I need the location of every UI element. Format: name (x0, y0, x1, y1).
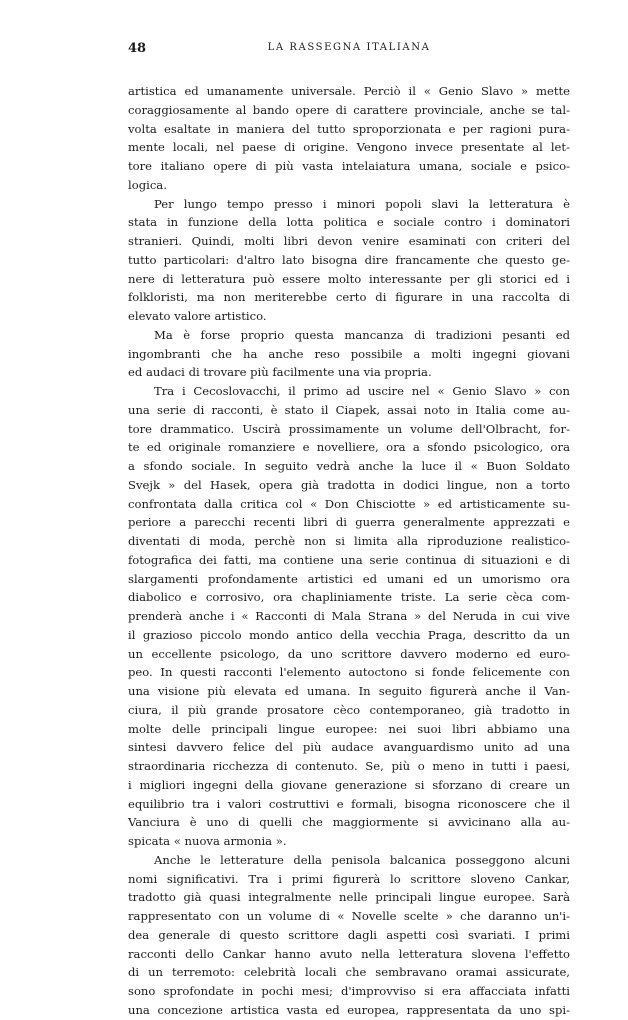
text-line: volta esaltate in maniera del tutto sproporzionata e per ragioni pura- (128, 121, 570, 136)
text-line: nomi significativi. Tra i primi figurerà lo scrittore sloveno Cankar, (128, 871, 570, 886)
text-line: di un terremoto: celebrità locali che sembravano oramai assicurate, (128, 965, 570, 980)
text-line: diventati di moda, perchè non si limita alla riproduzione realistico- (128, 534, 570, 548)
body-text (128, 82, 570, 1020)
text-line: ed audaci di trovare più facilmente una via propria. (128, 365, 432, 380)
text-line: Per lungo tempo presso i minori popoli slavi la letteratura è (154, 196, 570, 211)
text-line: tradotto già quasi integralmente nelle principali lingue europee. Sarà (128, 890, 570, 905)
text-line: slargamenti profondamente artistici ed umani ed un umorismo ora (128, 571, 570, 586)
text-line: elevato valore artistico. (128, 309, 267, 323)
paragraph (128, 851, 570, 1020)
text-line: folkloristi, ma non meriterebbe certo di figurare in una raccolta di (128, 290, 570, 305)
running-header (128, 41, 570, 61)
text-line: stranieri. Quindi, molti libri devon venire esaminati con criteri del (128, 234, 570, 248)
text-line: equilibrio tra i valori costruttivi e formali, bisogna riconoscere che il (128, 796, 570, 811)
text-line: tutto particolari: d'altro lato bisogna dire francamente che questo ge- (128, 252, 570, 267)
text-line: nere di letteratura può essere molto interessante per gli storici ed i (128, 271, 570, 286)
text-line: straordinaria ricchezza di contenuto. Se, più o meno in tutti i paesi, (128, 759, 570, 773)
text-line: Tra i Cecoslovacchi, il primo ad uscire nel « Genio Slavo » con (154, 384, 570, 398)
text-line: racconti dello Cankar hanno avuto nella letteratura slovena l'effetto (128, 946, 570, 961)
text-line: prenderà anche i « Racconti di Mala Strana » del Neruda in cui vive (128, 609, 570, 623)
text-line: logica. (128, 177, 167, 192)
text-line: a sfondo sociale. In seguito vedrà anche la luce il « Buon Soldato (128, 459, 570, 473)
text-line: tore italiano opere di più vasta intelaiatura umana, sociale e psico- (128, 159, 570, 173)
text-line: il grazioso piccolo mondo antico della vecchia Praga, descritto da un (128, 627, 570, 642)
text-line: peo. In questi racconti l'elemento autoctono si fonde felicemente con (128, 665, 570, 680)
text-line: una serie di racconti, è stato il Ciapek, assai noto in Italia come au- (128, 402, 570, 417)
text-line: spicata « nuova armonia ». (128, 834, 287, 848)
text-line: te ed originale romanziere e novelliere, ora a sfondo psicologico, ora (128, 440, 570, 455)
text-line: tore drammatico. Uscirà prossimamente un volume dell'Olbracht, for- (128, 421, 570, 436)
text-line: diabolico e corrosivo, ora chapliniamente triste. La serie cèca com- (128, 590, 570, 605)
text-line: Svejk » del Hasek, opera già tradotta in dodici lingue, non a torto (128, 477, 570, 492)
text-line: ciura, il più grande prosatore cèco contemporaneo, già tradotto in (128, 702, 570, 717)
text-line: artistica ed umanamente universale. Perciò il « Genio Slavo » mette (128, 84, 570, 98)
text-line: un eccellente psicologo, da uno scrittore davvero moderno ed euro- (128, 646, 570, 661)
text-line: rappresentato con un volume di « Novelle scelte » che daranno un'i- (128, 909, 570, 923)
text-line: dea generale di questo scrittore dagli aspetti così svariati. I primi (128, 927, 570, 942)
page-number: 48 (128, 41, 147, 56)
text-line: fotografica dei fatti, ma contiene una serie continua di situazioni e di (128, 552, 570, 567)
text-line: molte delle principali lingue europee: nei suoi libri abbiamo una (128, 721, 570, 736)
text-line: sono sprofondate in pochi mesi; d'improvviso si era affacciata infatti (128, 984, 570, 998)
text-line: mente locali, nel paese di origine. Vengono invece presentate al let- (128, 140, 570, 155)
text-line: i migliori ingegni della giovane generazione si sforzano di creare un (128, 777, 570, 792)
text-line: ingombranti che ha anche reso possibile a molti ingegni giovani (128, 346, 570, 361)
text-line: stata in funzione della lotta politica e sociale contro i dominatori (128, 215, 570, 230)
text-line: periore a parecchi recenti libri di guerra generalmente apprezzati e (128, 515, 570, 530)
paragraph (128, 82, 570, 195)
text-line: Ma è forse proprio questa mancanza di tradizioni pesanti ed (154, 327, 570, 342)
paragraph (128, 326, 570, 382)
text-line: sintesi davvero felice del più audace avanguardismo unito ad una (128, 740, 570, 755)
journal-title: LA RASSEGNA ITALIANA (267, 42, 431, 53)
text-line: una visione più elevata ed umana. In seguito figurerà anche il Van- (128, 684, 570, 698)
paragraph (128, 195, 570, 326)
text-line: coraggiosamente al bando opere di carattere provinciale, anche se tal- (128, 102, 570, 117)
text-line: Anche le letterature della penisola balcanica posseggono alcuni (154, 852, 570, 867)
text-line: confrontata dalla critica col « Don Chisciotte » ed artisticamente su- (128, 496, 570, 511)
text-line: Vanciura è uno di quelli che maggiormente si avvicinano alla au- (128, 815, 570, 830)
paragraph (128, 382, 570, 851)
text-line: una concezione artistica vasta ed europea, rappresentata da uno spi- (128, 1002, 570, 1017)
